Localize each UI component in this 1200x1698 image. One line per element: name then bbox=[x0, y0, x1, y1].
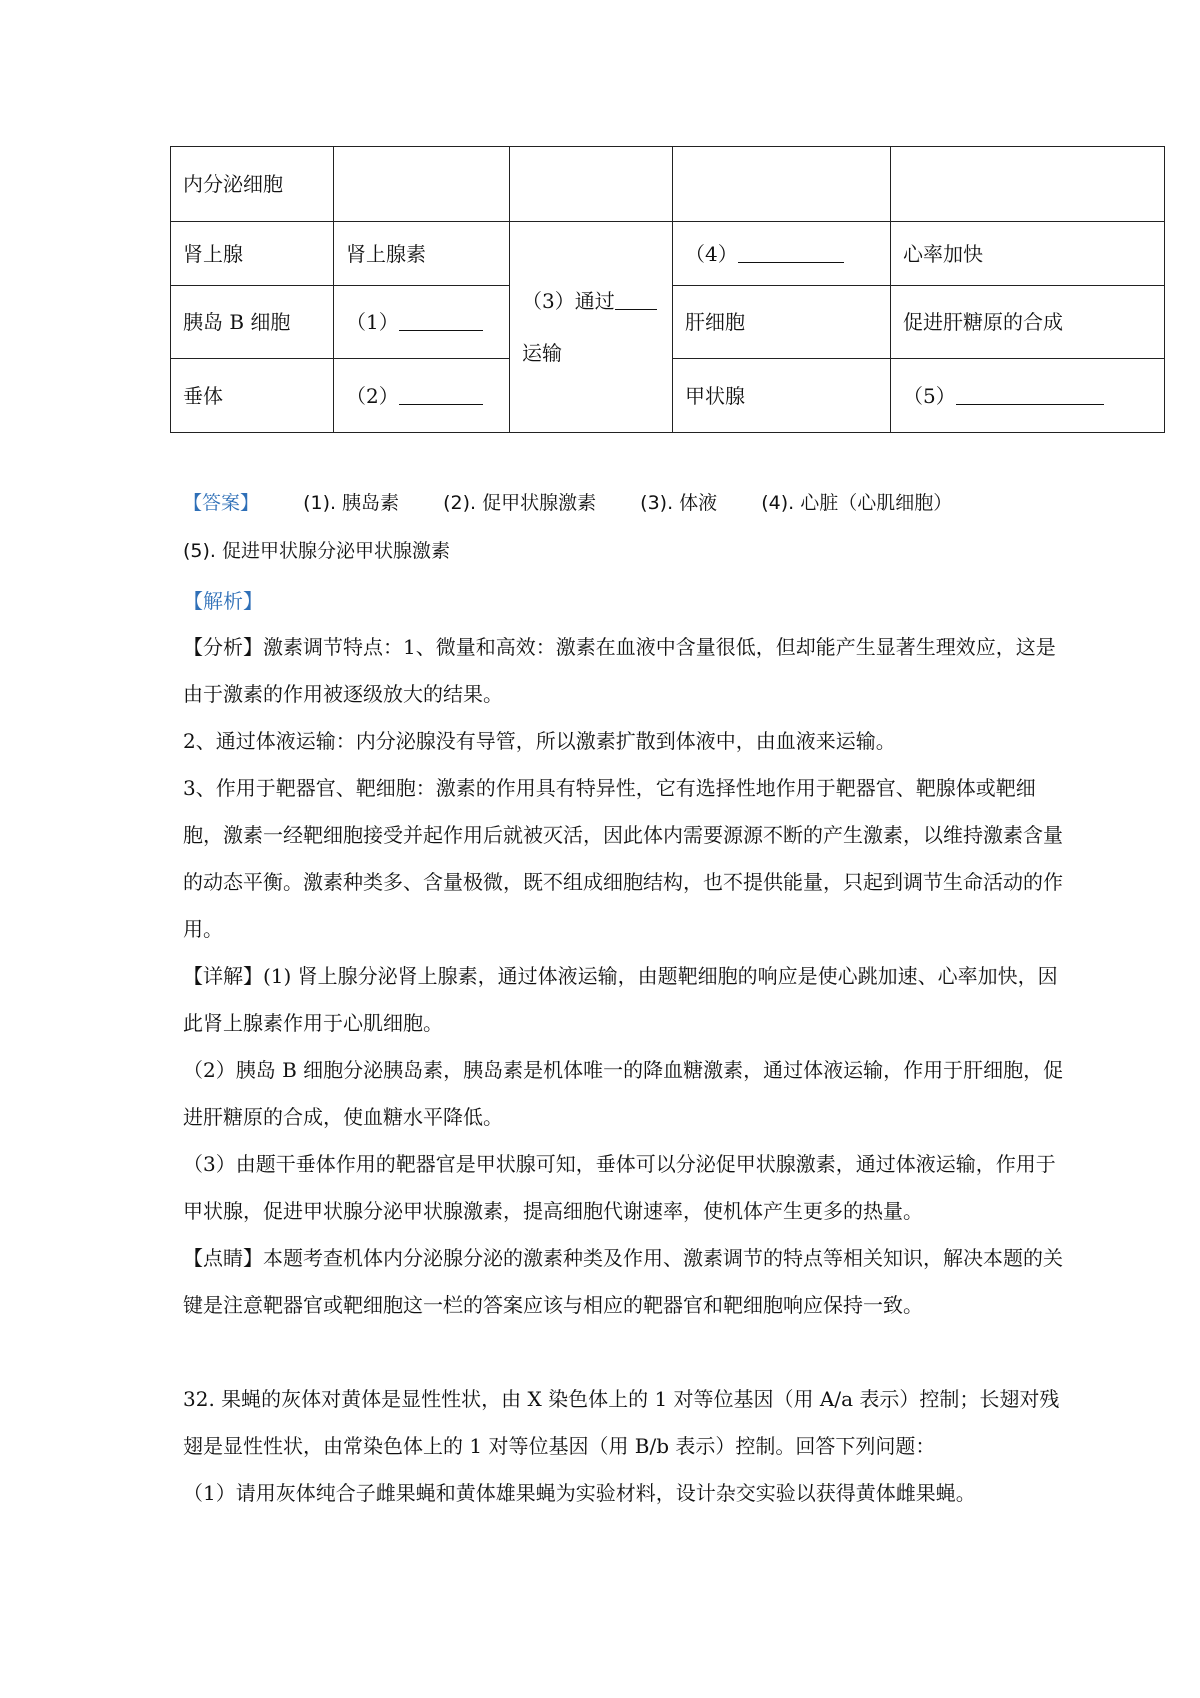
answer-blank bbox=[956, 384, 1104, 405]
answer-item-5: (5). 促进甲状腺分泌甲状腺激素 bbox=[183, 540, 450, 562]
answer-tag: 【答案】 bbox=[183, 492, 260, 514]
question-subpart: （1）请用灰体纯合子雌果蝇和黄体雄果蝇为实验材料，设计杂交实验以获得黄体雌果蝇。 bbox=[183, 1481, 976, 1505]
answer-line bbox=[183, 488, 952, 518]
table-cell: 肾上腺 bbox=[171, 222, 334, 286]
answer-item-4: (4). 心脏（心肌细胞） bbox=[761, 492, 953, 514]
table-cell: 垂体 bbox=[171, 359, 334, 433]
merged-cell-line2: 运输 bbox=[522, 341, 562, 365]
question-paragraph: 32. 果蝇的灰体对黄体是显性性状，由 X 染色体上的 1 对等位基因（用 A/a 表示）控制；长翅对残翅是显性性状，由常染色体上的 1 对等位基因（用 B/b 表示）控制。回答下列问题： bbox=[183, 1387, 1060, 1458]
analysis-tag: 【解析】 bbox=[183, 589, 263, 613]
answer-blank bbox=[615, 289, 657, 310]
hormone-table bbox=[170, 146, 1165, 433]
blank-number: （2） bbox=[346, 383, 399, 408]
answer-item-1: (1). 胰岛素 bbox=[303, 492, 400, 514]
answer-blank bbox=[399, 310, 483, 331]
table-cell-merged bbox=[510, 222, 673, 433]
table-cell bbox=[891, 147, 1165, 222]
table-cell bbox=[891, 359, 1165, 433]
table-cell: 内分泌细胞 bbox=[171, 147, 334, 222]
comment-paragraph: 【点睛】本题考查机体内分泌腺分泌的激素种类及作用、激素调节的特点等相关知识，解决本题的关键是注意靶器官或靶细胞这一栏的答案应该与相应的靶器官和靶细胞响应保持一致。 bbox=[183, 1246, 1063, 1317]
merged-cell-line1: （3）通过 bbox=[522, 289, 615, 313]
table-cell bbox=[334, 286, 510, 359]
analysis-paragraph: 3、作用于靶器官、靶细胞：激素的作用具有特异性，它有选择性地作用于靶器官、靶腺体或靶细胞，激素一经靶细胞接受并起作用后就被灭活，因此体内需要源源不断的产生激素，以维持激素含量的动态平衡。激素种类多、含量极微，既不组成细胞结构，也不提供能量，只起到调节生命活动的作用。 bbox=[183, 776, 1063, 941]
table-cell: 肾上腺素 bbox=[334, 222, 510, 286]
detail-paragraph: （2）胰岛 B 细胞分泌胰岛素，胰岛素是机体唯一的降血糖激素，通过体液运输，作用于肝细胞，促进肝糖原的合成，使血糖水平降低。 bbox=[183, 1058, 1064, 1129]
blank-number: （4） bbox=[685, 241, 738, 266]
table-cell bbox=[334, 147, 510, 222]
detail-paragraph: （3）由题干垂体作用的靶器官是甲状腺可知，垂体可以分泌促甲状腺激素，通过体液运输，作用于甲状腺，促进甲状腺分泌甲状腺激素，提高细胞代谢速率，使机体产生更多的热量。 bbox=[183, 1152, 1056, 1223]
answer-item-2: (2). 促甲状腺激素 bbox=[443, 492, 597, 514]
table-cell: 胰岛 B 细胞 bbox=[171, 286, 334, 359]
table-row bbox=[171, 147, 1165, 222]
answer-line-2 bbox=[183, 536, 450, 566]
analysis-paragraph: 【分析】激素调节特点：1、微量和高效：激素在血液中含量很低，但却能产生显著生理效应，这是由于激素的作用被逐级放大的结果。 bbox=[183, 635, 1056, 706]
detail-paragraph: 【详解】(1) 肾上腺分泌肾上腺素，通过体液运输，由题靶细胞的响应是使心跳加速、心率加快，因此肾上腺素作用于心肌细胞。 bbox=[183, 964, 1058, 1035]
table-cell bbox=[334, 359, 510, 433]
table-cell bbox=[673, 147, 891, 222]
table-cell: 促进肝糖原的合成 bbox=[891, 286, 1165, 359]
table-cell: 甲状腺 bbox=[673, 359, 891, 433]
answer-blank bbox=[738, 242, 844, 263]
table-cell bbox=[510, 147, 673, 222]
table-row bbox=[171, 222, 1165, 286]
answer-blank bbox=[399, 384, 483, 405]
analysis-paragraph: 2、通过体液运输：内分泌腺没有导管，所以激素扩散到体液中，由血液来运输。 bbox=[183, 729, 896, 753]
blank-number: （1） bbox=[346, 310, 399, 334]
table-cell: 心率加快 bbox=[891, 222, 1165, 286]
answer-item-3: (3). 体液 bbox=[640, 492, 718, 514]
table-cell: 肝细胞 bbox=[673, 286, 891, 359]
table-cell bbox=[673, 222, 891, 286]
blank-number: （5） bbox=[903, 383, 956, 408]
